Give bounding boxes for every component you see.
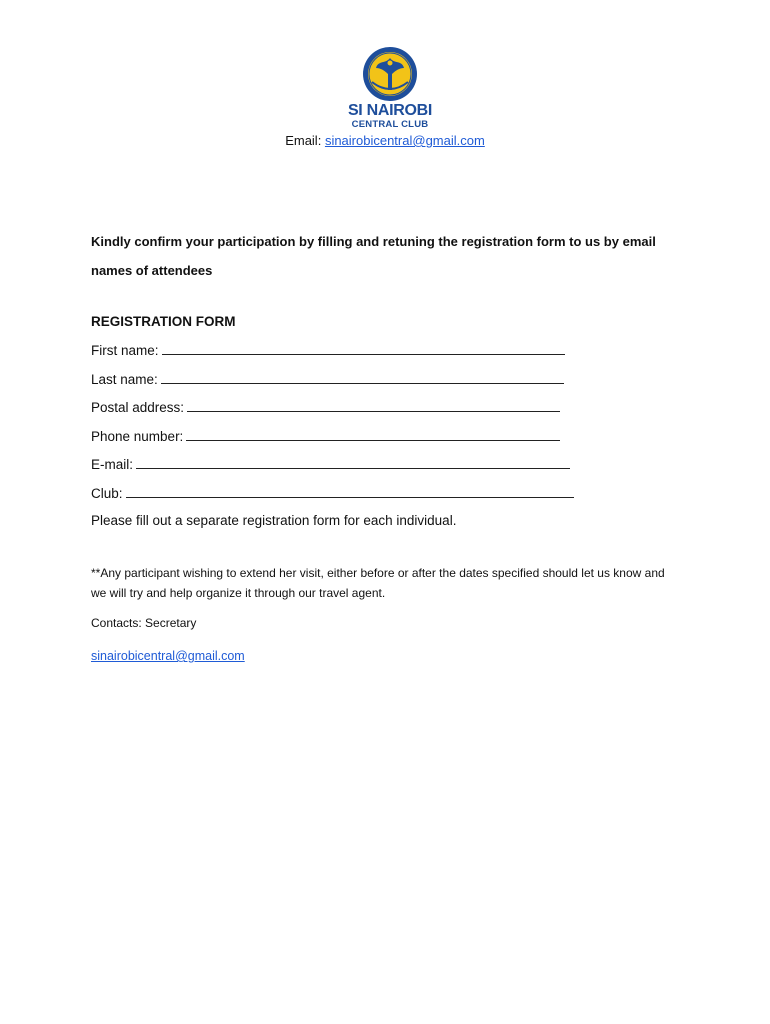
intro-text: Kindly confirm your participation by filling and retuning the registration form to us by email names of attendees <box>91 234 656 278</box>
contacts-label: Contacts: Secretary <box>91 616 197 630</box>
header-email-line <box>0 133 770 148</box>
postal-address-field <box>91 399 560 415</box>
first-name-blank[interactable] <box>162 342 565 355</box>
last-name-blank[interactable] <box>161 371 564 384</box>
club-blank[interactable] <box>126 485 574 498</box>
phone-number-field <box>91 428 560 444</box>
club-logo <box>345 46 435 130</box>
separate-form-note: Please fill out a separate registration form for each individual. <box>91 513 457 528</box>
extend-visit-note: **Any participant wishing to extend her visit, either before or after the dates specified should let us know and we will try and help organize it through our travel agent. <box>91 566 665 600</box>
email-label: Email: <box>285 133 322 148</box>
org-subtitle: CENTRAL CLUB <box>351 119 429 130</box>
last-name-field <box>91 371 564 387</box>
phone-number-blank[interactable] <box>186 428 560 441</box>
contact-email <box>91 649 245 663</box>
header-email-link[interactable]: sinairobicentral@gmail.com <box>324 133 485 148</box>
soroptimist-emblem-icon <box>362 46 418 102</box>
field-label: Club: <box>91 486 123 501</box>
club-field <box>91 485 574 501</box>
email-blank[interactable] <box>136 456 570 469</box>
first-name-field <box>91 342 565 358</box>
contact-email-link[interactable]: sinairobicentral@gmail.com <box>91 649 245 663</box>
email-field <box>91 456 570 472</box>
field-label: Postal address: <box>91 400 185 415</box>
field-label: E-mail: <box>91 457 134 472</box>
org-name: SI NAIROBI <box>347 102 433 119</box>
postal-address-blank[interactable] <box>187 399 560 412</box>
form-title: REGISTRATION FORM <box>91 314 236 329</box>
field-label: Phone number: <box>91 429 184 444</box>
field-label: Last name: <box>91 372 158 387</box>
field-label: First name: <box>91 343 159 358</box>
